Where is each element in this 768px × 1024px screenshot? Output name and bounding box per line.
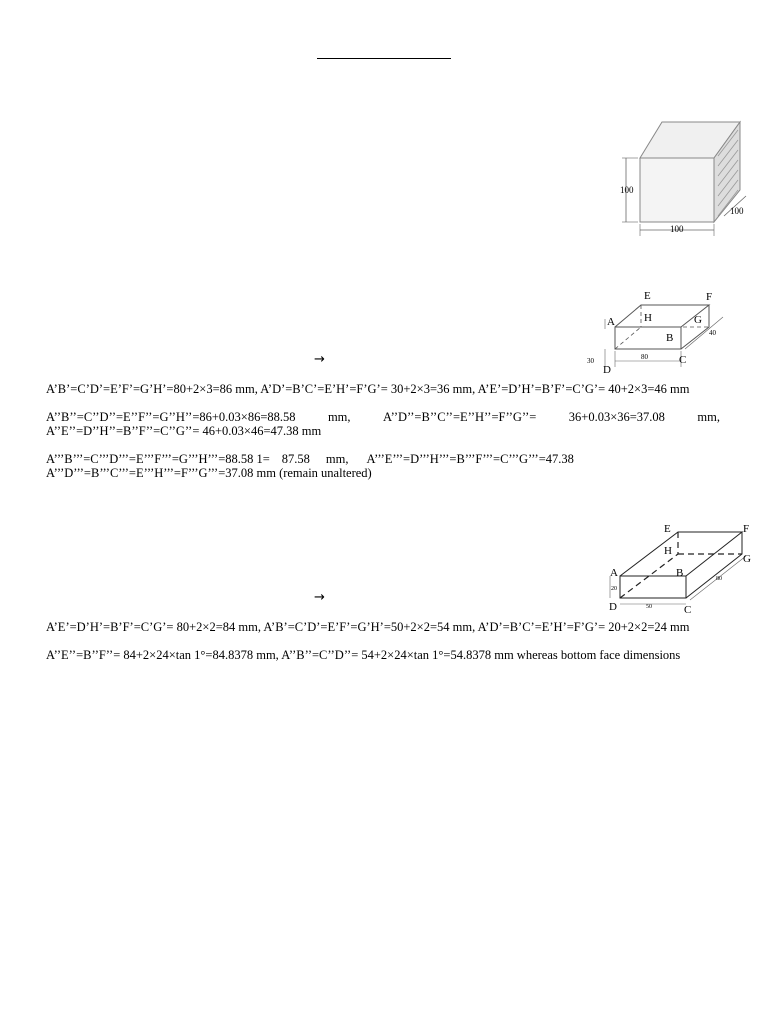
line-2-part-5: mm,	[697, 410, 720, 424]
box-label-b: B	[676, 567, 684, 579]
box-label-a: A	[610, 567, 618, 579]
box-label-c: C	[684, 604, 692, 616]
block-label-f: F	[706, 291, 713, 303]
block-figure	[585, 287, 755, 375]
dimension-line-3: A’’E’’=D’’H’’=B’’F’’=C’’G’’= 46+0.03×46=47.38 mm	[46, 424, 322, 438]
box-label-h: H	[664, 545, 672, 557]
block-label-c: C	[679, 354, 687, 366]
line-4-part-3: mm,	[325, 452, 349, 466]
cube-width-label: 100	[670, 224, 684, 234]
box-dim-height: 20	[611, 586, 617, 592]
block-label-a: A	[607, 316, 615, 328]
block-label-d: D	[603, 364, 611, 375]
cube-depth-label: 100	[730, 206, 744, 216]
box-dim-depth: 80	[716, 576, 722, 582]
line-4-part-1: A’’’B’’’=C’’’D’’’=E’’’F’’’=G’’’H’’’=88.58 1=	[46, 452, 270, 466]
box-dim-width: 50	[646, 604, 652, 610]
box-label-f: F	[743, 523, 750, 535]
box-figure	[600, 520, 762, 616]
line-2-part-3: A’’D’’=B’’C’’=E’’H’’=F’’G’’=	[382, 410, 537, 424]
block-label-b: B	[666, 332, 674, 344]
dimension-line-7: A’’E’’=B’’F’’= 84+2×24×tan 1°=84.8378 mm, A’’B’’=C’’D’’= 54+2×24×tan 1°=54.8378 mm whereas bottom face dimensions	[46, 648, 681, 662]
block-label-h: H	[644, 312, 652, 324]
arrow-2: →	[314, 590, 325, 605]
dimension-line-1: A’B’=C’D’=E’F’=G’H’=80+2×3=86 mm, A’D’=B’C’=E’H’=F’G’= 30+2×3=36 mm, A’E’=D’H’=B’F’=C’G’= 40+2×3=46 mm	[46, 382, 690, 396]
cube-figure	[612, 116, 762, 240]
cube-height-label: 100	[620, 185, 634, 195]
line-4-part-2: 87.58	[281, 452, 310, 466]
block-label-g: G	[694, 314, 702, 326]
box-label-d: D	[609, 601, 617, 613]
dimension-line-6: A’E’=D’H’=B’F’=C’G’= 80+2×2=84 mm, A’B’=C’D’=E’F’=G’H’=50+2×2=54 mm, A’D’=B’C’=E’H’=F’G’= 20+2×2=24 mm	[46, 620, 690, 634]
line-2-part-4: 36+0.03×36=37.08	[568, 410, 665, 424]
line-4-part-4: A’’’E’’’=D’’’H’’’=B’’’F’’’=C’’’G’’’=47.38	[366, 452, 574, 466]
box-label-e: E	[664, 523, 671, 535]
line-2-part-2: mm,	[327, 410, 351, 424]
line-2-part-1: A’’B’’=C’’D’’=E’’F’’=G’’H’’=86+0.03×86=88.58	[46, 410, 296, 424]
box-label-g: G	[743, 553, 751, 565]
arrow-1: →	[314, 352, 325, 367]
block-label-e: E	[644, 290, 651, 302]
block-dim-depth: 40	[709, 329, 716, 337]
dimension-line-5: A’’’D’’’=B’’’C’’’=E’’’H’’’=F’’’G’’’=37.08 mm (remain unaltered)	[46, 466, 372, 480]
dimension-line-2	[46, 410, 720, 424]
block-dim-width: 80	[641, 353, 648, 361]
dimension-line-4	[46, 452, 626, 466]
block-dim-height: 30	[587, 357, 594, 365]
title-underline	[317, 58, 451, 59]
